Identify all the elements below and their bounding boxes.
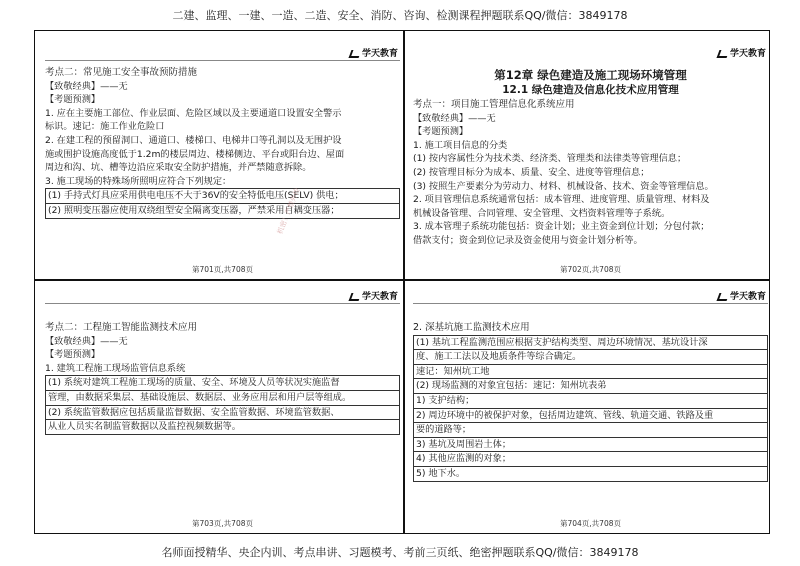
page-content (45, 66, 400, 219)
classic-label: 【致敬经典】——无 (413, 112, 496, 124)
topic-heading: 考点二：常见施工安全事故预防措施 (45, 67, 198, 78)
page-703 (45, 289, 400, 529)
text-line: 1. 建筑工程施工现场监管信息系统 (45, 362, 186, 374)
bottom-banner: 名师面授精华、央企内训、考点串讲、习题模考、考前三页纸、绝密押题联系QQ/微信：3849178 (161, 546, 639, 559)
logo-text: 学天教育 (361, 49, 398, 59)
publisher-logo (718, 46, 766, 59)
top-banner: 二建、监理、一建、一造、二造、安全、消防、咨询、检测课程押题联系QQ/微信：3849178 (172, 9, 628, 22)
page-content (413, 68, 768, 248)
page-702 (413, 46, 768, 275)
classic-label: 【致敬经典】——无 (45, 335, 128, 347)
text-line: 标识。速记：施工作业危险口 (45, 121, 165, 133)
classic-label: 【致敬经典】——无 (45, 80, 128, 92)
boxed-line: 2) 周边环境中的被保护对象，包括周边建筑、管线、轨道交通、铁路及重 (413, 409, 768, 424)
text-line: 1. 应在主要施工部位、作业层面、危险区域以及主要通道口设置安全警示 (45, 107, 342, 119)
watermark-stamp: 机密！严禁外传 (275, 186, 302, 236)
boxed-line: 管理，由数据采集层、基础设施层、数据层、业务应用层和用户层等组成。 (45, 391, 400, 406)
text-line: 施或围护设施高度低于1.2m的楼层周边、楼梯侧边、平台或阳台边、屋面 (45, 148, 345, 160)
prediction-label: 【考题预测】 (413, 126, 469, 138)
logo-icon (717, 50, 730, 58)
boxed-line: (1) 基坑工程监测范围应根据支护结构类型、周边环境情况、基坑设计深 (413, 335, 768, 351)
horizontal-divider (34, 279, 770, 281)
header-rule (45, 60, 400, 61)
boxed-line: (1) 手持式灯具应采用供电电压不大于36V的安全特低电压(SELV) 供电； (45, 188, 400, 204)
page-number: 第701页,共708页 (191, 265, 253, 274)
topic-heading: 考点二：工程施工智能监测技术应用 (45, 322, 198, 333)
text-line: 2. 在建工程的预留洞口、通道口、楼梯口、电梯井口等孔洞以及无围护设 (45, 134, 342, 146)
page-content (413, 321, 768, 482)
text-line: 3. 施工现场的特殊场所照明应符合下列规定： (45, 175, 232, 187)
section-title: 12.1 绿色建造及信息化技术应用管理 (502, 84, 679, 96)
text-line: 3. 成本管理子系统功能包括：资金计划；业主资金到位计划；分包付款； (413, 221, 710, 233)
logo-icon (349, 293, 362, 301)
text-line: 借款支付；资金到位记录及资金使用与资金计划分析等。 (413, 234, 643, 246)
page-content (45, 321, 400, 435)
boxed-line: (2) 系统监管数据应包括质量监督数据、安全监管数据、环境监管数据、 (45, 406, 400, 421)
topic-heading: 2. 深基坑施工监测技术应用 (413, 322, 530, 333)
boxed-line: 要的道路等； (413, 423, 768, 438)
logo-text: 学天教育 (361, 292, 398, 302)
boxed-line: 速记：知州坑工地 (413, 365, 768, 380)
prediction-label: 【考题预测】 (45, 349, 101, 361)
text-line: (3) 按照生产要素分为劳动力、材料、机械设备、技术、资金等管理信息。 (413, 180, 714, 192)
text-line: (2) 按管理目标分为成本、质量、安全、进度等管理信息； (413, 166, 650, 178)
boxed-line: (2) 现场监测的对象宜包括：速记：知州坑表弟 (413, 379, 768, 394)
chapter-title: 第12章 绿色建造及施工现场环境管理 (494, 68, 687, 82)
boxed-line: 5) 地下水。 (413, 467, 768, 482)
header-rule (45, 303, 400, 304)
logo-text: 学天教育 (729, 292, 766, 302)
boxed-line: 1) 支护结构； (413, 394, 768, 409)
page-number: 第703页,共708页 (191, 519, 253, 528)
boxed-line: 度、施工工法以及地质条件等综合确定。 (413, 350, 768, 365)
text-line: 机械设备管理、合同管理、安全管理、文档资料管理等子系统。 (413, 207, 671, 219)
boxed-line: 3) 基坑及周围岩土体； (413, 438, 768, 453)
boxed-line: (2) 照明变压器应使用双绕组型安全隔离变压器，严禁采用自耦变压器； (45, 204, 400, 219)
logo-icon (717, 293, 730, 301)
text-line: 1. 施工项目信息的分类 (413, 139, 508, 151)
boxed-line: 从业人员实名制监管数据以及监控视频数据等。 (45, 420, 400, 435)
publisher-logo (350, 289, 398, 302)
page-701 (45, 46, 400, 275)
logo-text: 学天教育 (729, 49, 766, 59)
publisher-logo (718, 289, 766, 302)
logo-icon (349, 50, 362, 58)
prediction-label: 【考题预测】 (45, 94, 101, 106)
text-line: (1) 按内容属性分为技术类、经济类、管理类和法律类等管理信息； (413, 153, 687, 165)
publisher-logo (350, 46, 398, 59)
boxed-line: 4) 其他应监测的对象； (413, 452, 768, 467)
header-rule (413, 303, 768, 304)
vertical-divider (403, 30, 405, 534)
topic-heading: 考点一：项目施工管理信息化系统应用 (413, 99, 575, 110)
page-number: 第702页,共708页 (559, 265, 621, 274)
page-704 (413, 289, 768, 529)
text-line: 2. 项目管理信息系统通常包括：成本管理、进度管理、质量管理、材料及 (413, 194, 710, 206)
page-number: 第704页,共708页 (559, 519, 621, 528)
boxed-line: (1) 系统对建筑工程施工现场的质量、安全、环境及人员等状况实施监督 (45, 375, 400, 391)
text-line: 周边和沟、坑、槽等边沿应采取安全防护措施，并严禁随意拆除。 (45, 162, 312, 174)
